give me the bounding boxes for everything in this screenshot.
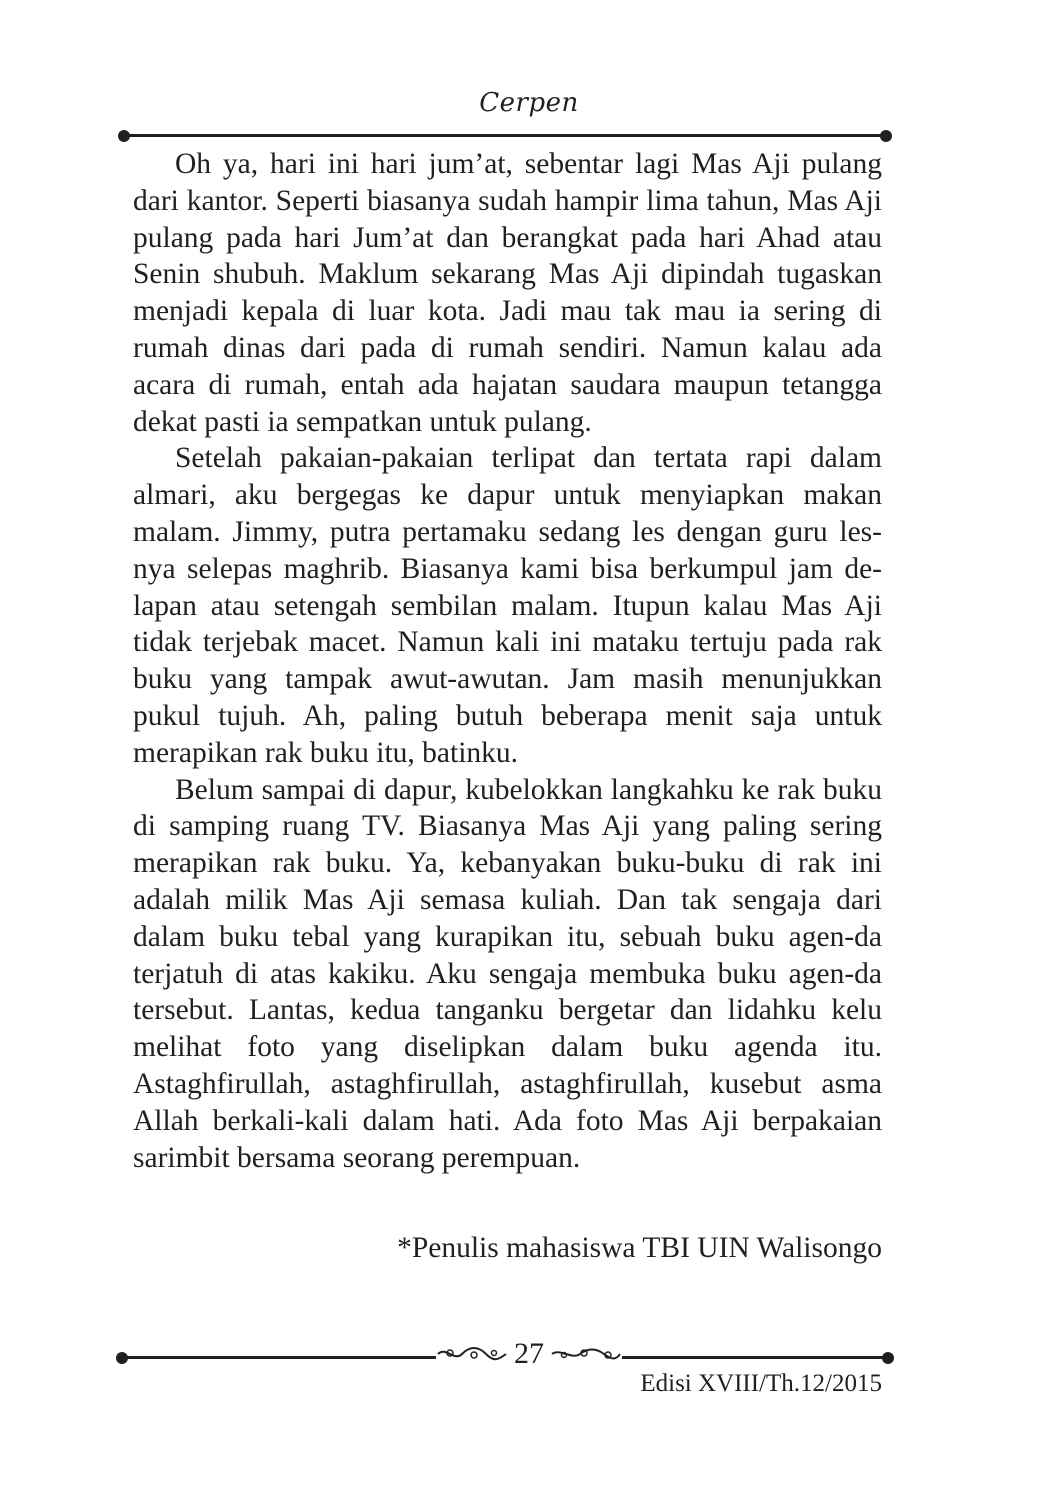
header-rule-right-dot <box>880 130 892 142</box>
paragraph-1: Oh ya, hari ini hari jum’at, sebentar lagi Mas Aji pulang dari kantor. Seperti biasanya sudah hampir lima tahun, Mas Aji pulang pada hari Jum’at dan berangkat pada hari Ahad atau Senin shubuh. Maklum sekarang Mas Aji dipindah tugaskan menjadi kepala di luar kota. Jadi mau tak mau ia sering di rumah dinas dari pada di rumah sendiri. Namun kalau ada acara di rumah, entah ada hajatan saudara maupun tetangga dekat pasti ia sempatkan untuk pulang. <box>133 148 882 438</box>
edition-label: Edisi XVIII/Th.12/2015 <box>640 1370 882 1397</box>
header-rule-left-dot <box>118 130 130 142</box>
section-label: Cerpen <box>479 88 579 118</box>
article-body <box>133 146 882 1176</box>
header-rule-line <box>124 134 888 137</box>
page-number: 27 <box>508 1336 550 1372</box>
page-number-block <box>0 1336 1058 1376</box>
paragraph-3: Belum sampai di dapur, kubelokkan langkahku ke rak buku di samping ruang TV. Biasanya Mas Aji yang paling sering merapikan rak buku. Ya, kebanyakan buku-buku di rak ini adalah milik Mas Aji semasa kuliah. Dan tak sengaja dari dalam buku tebal yang kurapikan itu, sebuah buku agen-da terjatuh di atas kakiku. Aku sengaja membuka buku agen-da tersebut. Lantas, kedua tanganku bergetar dan lidahku kelu melihat foto yang diselipkan dalam buku agenda itu. Astaghfirullah, astaghfirullah, astaghfirullah, kusebut asma Allah berkali-kali dalam hati. Ada foto Mas Aji berpakaian sarimbit bersama seorang perempuan. <box>133 773 882 1174</box>
paragraph-2: Setelah pakaian-pakaian terlipat dan tertata rapi dalam almari, aku bergegas ke dapur untuk menyiapkan makan malam. Jimmy, putra pertamaku sedang les dengan guru les-nya selepas maghrib. Biasanya kami bisa berkumpul jam de-lapan atau setengah sembilan malam. Itupun kalau Mas Aji tidak terjebak macet. Namun kali ini mataku tertuju pada rak buku yang tampak awut-awutan. Jam masih menunjukkan pukul tujuh. Ah, paling butuh beberapa menit saja untuk merapikan rak buku itu, batinku. <box>133 442 882 769</box>
left-flourish-icon <box>436 1344 508 1364</box>
author-note: *Penulis mahasiswa TBI UIN Walisongo <box>397 1232 882 1264</box>
right-flourish-icon <box>550 1344 622 1364</box>
